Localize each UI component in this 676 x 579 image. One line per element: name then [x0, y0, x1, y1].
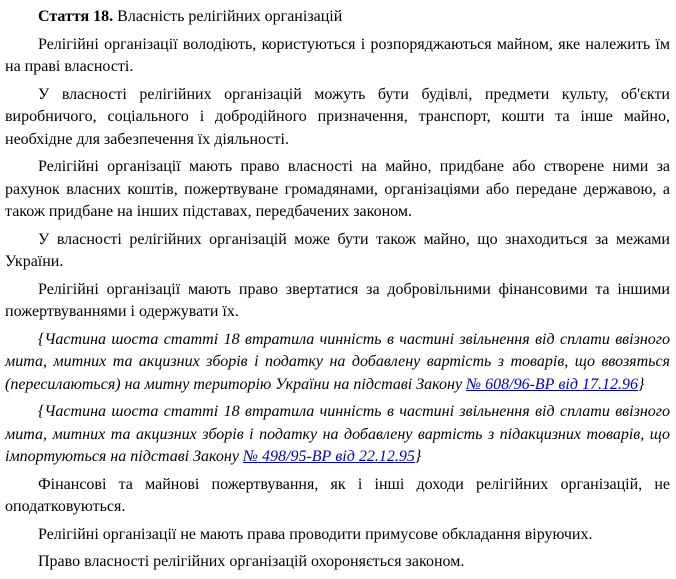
paragraph-property-abroad: У власності релігійних організацій може бути також майно, що знаходиться за межами України. — [5, 230, 670, 270]
paragraph-property-types: У власності релігійних організацій можуть бути будівлі, предмети культу, об'єкти виробничого, соціального і добродійного призначення, транспорт, кошти та інше майно, необхідне для забезпечення їх діяльності. — [5, 85, 670, 148]
amendment-note-2 — [5, 401, 670, 469]
amendment-note-1-text: {Частина шоста статті 18 втратила чинність в частині звільнення від сплати ввізного мита, митних та акцизних зборів і податку на добавлену вартість з товарів, що ввозяться (пересилаються) на митну територію України на підставі Закону — [5, 330, 670, 393]
article-heading — [5, 6, 670, 29]
paragraph-law-protection: Право власності релігійних організацій охороняється законом. — [38, 553, 465, 570]
amendment-note-2-text: {Частина шоста статті 18 втратила чинність в частині звільнення від сплати ввізного мита, митних та акцизних зборів і податку на добавлену вартість з підакцизних товарів, що імпортуються на підставі Закону — [5, 403, 670, 465]
law-link-498-95[interactable]: № 498/95-ВР від 22.12.95 — [242, 448, 415, 465]
paragraph-tax-exemption: Фінансові та майнові пожертвування, як і інші доходи релігійних організацій, не оподатковуються. — [5, 475, 670, 515]
paragraph-ownership: Релігійні організації володіють, користуються і розпоряджаються майном, яке належить їм на праві власності. — [5, 35, 670, 75]
paragraph-acquisition: Релігійні організації мають право власності на майно, придбане або створене ними за рахунок власних коштів, пожертвуване громадянами, організаціями або передане державою, а також придбане на інших підставах, передбачених законом. — [5, 158, 670, 220]
law-link-608-96[interactable]: № 608/96-ВР від 17.12.96 — [466, 375, 638, 393]
amendment-note-1-close: } — [637, 375, 645, 393]
article-title: Власність релігійних організацій — [113, 8, 343, 25]
paragraph-no-forced-levies: Релігійні організації не мають права проводити примусове обкладання віруючих. — [38, 525, 593, 543]
amendment-note-2-close: } — [414, 448, 422, 465]
amendment-note-1 — [5, 329, 670, 397]
article-number: Стаття 18. — [38, 8, 114, 25]
paragraph-donations-right: Релігійні організації мають право звертатися за добровільними фінансовими та іншими пожертвуваннями і одержувати їх. — [5, 280, 670, 320]
